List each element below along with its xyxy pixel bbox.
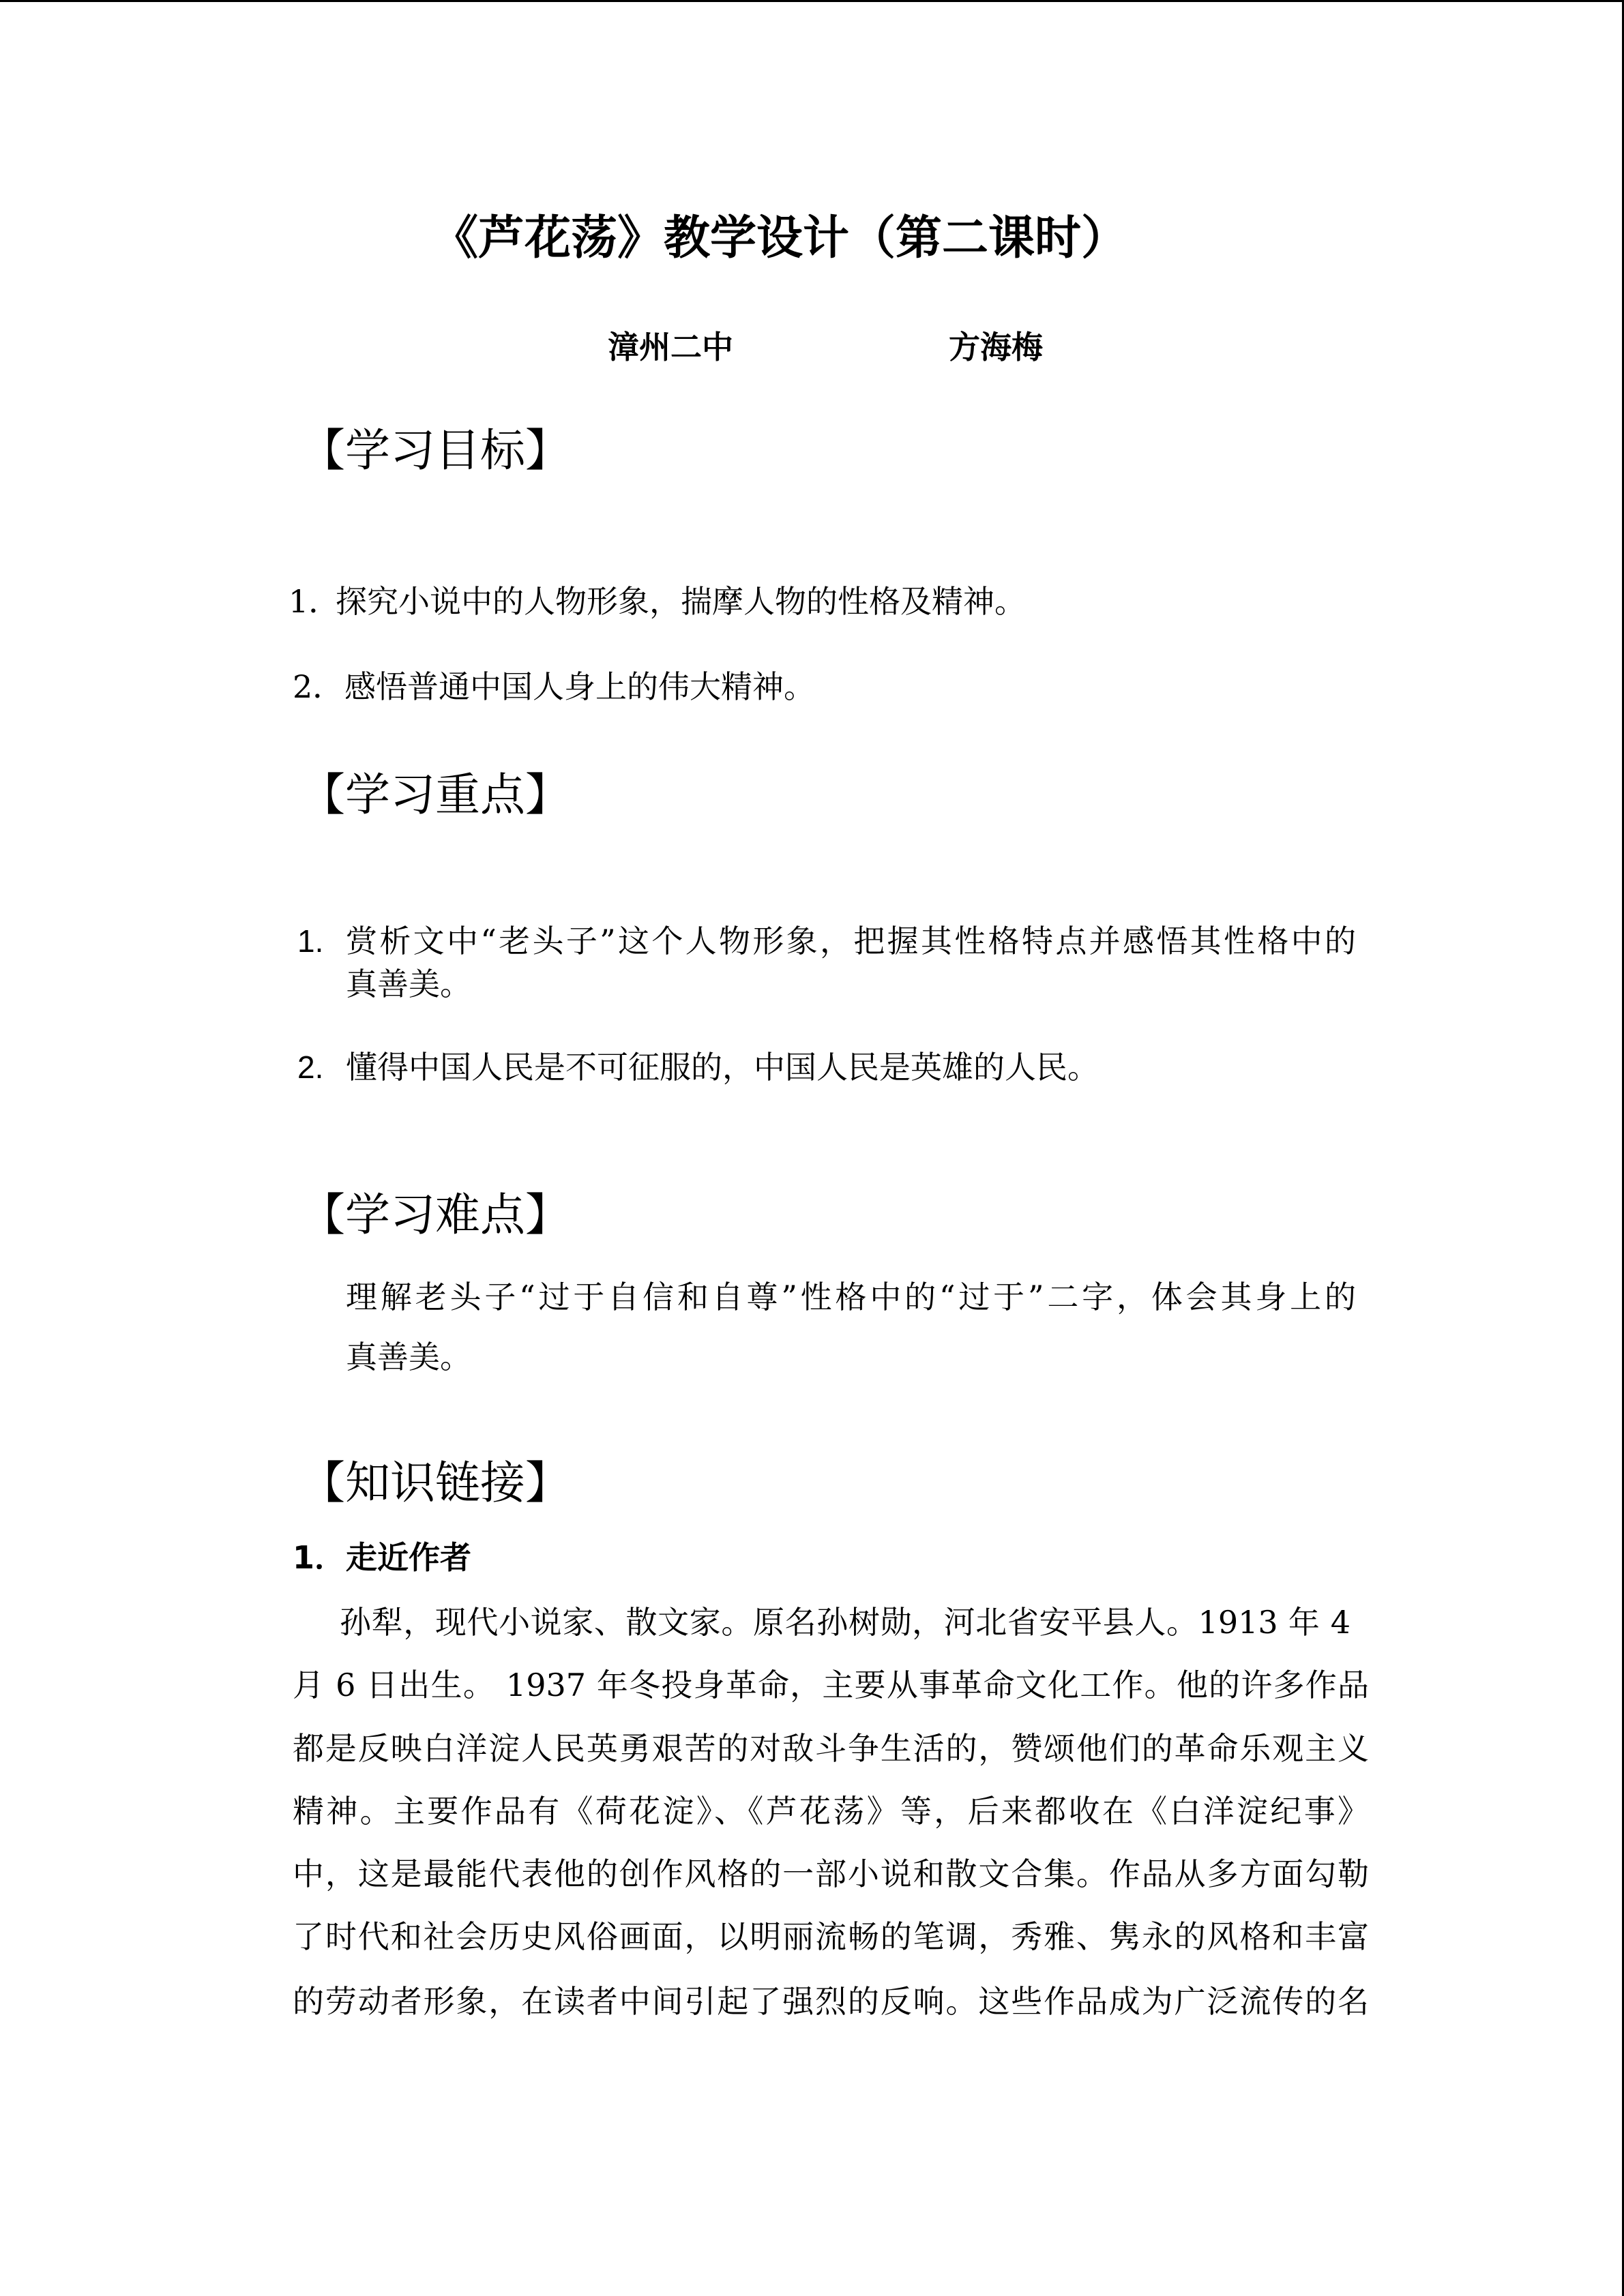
- author-bio-line: 的劳动者形象，在读者中间引起了强烈的反响。这些作品成为广泛流传的名: [293, 1983, 1369, 2020]
- list-item-text: 探究小说中的人物形象，揣摩人物的性格及精神。: [336, 583, 1026, 620]
- author-bio-line: 月 6 日出生。 1937 年冬投身革命，主要从事革命文化工作。他的许多作品: [293, 1667, 1369, 1703]
- school-name: 漳州二中: [608, 329, 733, 366]
- author-name: 方海梅: [949, 329, 1043, 366]
- author-bio-line: 中，这是最能代表他的创作风格的一部小说和散文合集。作品从多方面勾勒: [293, 1855, 1369, 1892]
- list-item-text-continued: 真善美。: [346, 966, 471, 1002]
- section-heading-learning-goals: 【学习目标】: [300, 424, 570, 477]
- subsection-title: 走近作者: [346, 1539, 471, 1576]
- list-item-number: 2．: [293, 668, 344, 705]
- document-title: 《芦花荡》教学设计（第二课时）: [432, 211, 1128, 265]
- author-bio-line: 了时代和社会历史风俗画面，以明丽流畅的笔调，秀雅、隽永的风格和丰富: [293, 1918, 1369, 1955]
- section-heading-difficulties: 【学习难点】: [300, 1189, 570, 1241]
- author-bio-line: 都是反映白洋淀人民英勇艰苦的对敌斗争生活的，赞颂他们的革命乐观主义: [293, 1730, 1369, 1767]
- list-item-text: 懂得中国人民是不可征服的，中国人民是英雄的人民。: [346, 1049, 1099, 1086]
- list-item-number: 1．: [289, 583, 340, 620]
- list-item-text: 感悟普通中国人身上的伟大精神。: [344, 668, 815, 705]
- list-item-number: 2.: [297, 1049, 324, 1085]
- list-item-number: 1.: [297, 923, 324, 959]
- paragraph-line: 真善美。: [346, 1339, 471, 1375]
- section-heading-key-points: 【学习重点】: [300, 769, 570, 821]
- author-bio-line: 孙犁，现代小说家、散文家。原名孙树勋，河北省安平县人。1913 年 4: [340, 1604, 1350, 1641]
- author-bio-line: 精神。主要作品有《荷花淀》、《芦花荡》等，后来都收在《白洋淀纪事》: [293, 1793, 1369, 1830]
- paragraph-line: 理解老头子“过于自信和自尊”性格中的“过于”二字，体会其身上的: [346, 1279, 1356, 1315]
- section-heading-knowledge-links: 【知识链接】: [300, 1457, 570, 1509]
- list-item-text: 赏析文中“老头子”这个人物形象，把握其性格特点并感悟其性格中的: [346, 923, 1356, 959]
- subsection-number: 1．: [293, 1539, 346, 1576]
